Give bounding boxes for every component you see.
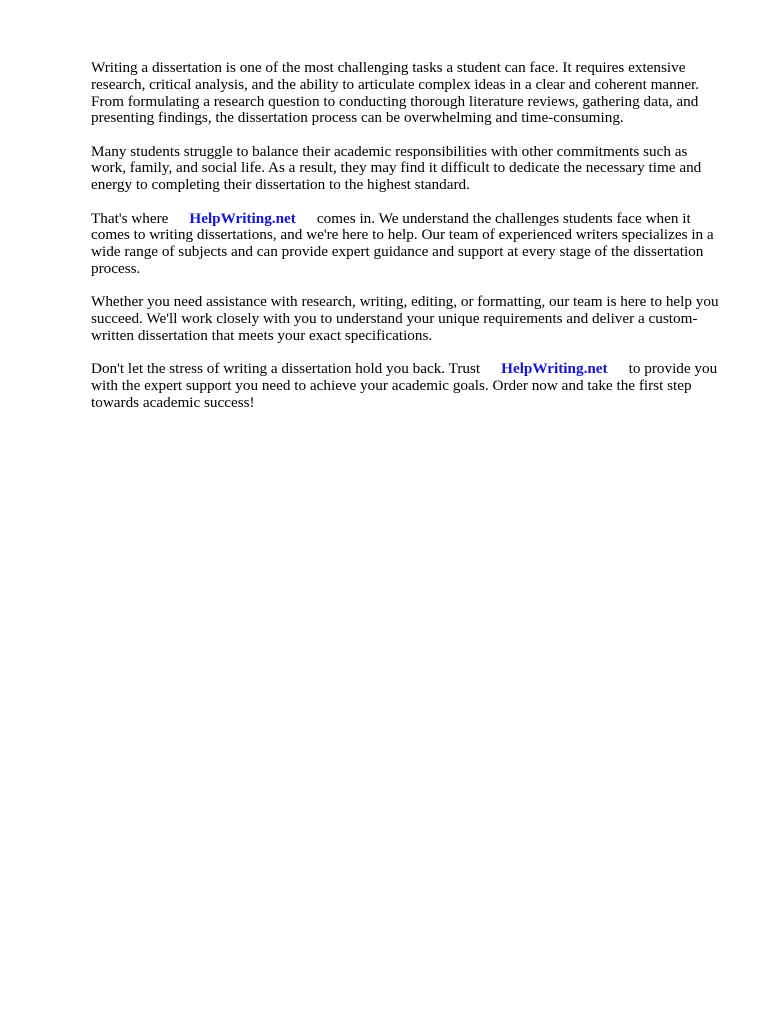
- paragraph-service: [91, 211, 721, 278]
- paragraph-assistance-text: Whether you need assistance with research, writing, editing, or formatting, our team is here to help you succeed. We'll work closely with you to understand your unique requirements and deliver a custom-written dissertation that meets your exact specifications.: [91, 293, 719, 344]
- paragraph-struggle: [91, 144, 721, 194]
- paragraph-cta-body-text: to provide you with the expert support you need to achieve your academic goals. Order now and take the first step towards academic success!: [91, 360, 718, 411]
- helpwriting-link-2[interactable]: HelpWriting.net: [501, 360, 608, 378]
- paragraph-assistance: [91, 294, 721, 344]
- paragraph-cta-lead-text: Don't let the stress of writing a dissertation hold you back. Trust: [91, 360, 481, 378]
- paragraph-call-to-action: [91, 361, 721, 411]
- helpwriting-link-1[interactable]: HelpWriting.net: [189, 209, 296, 227]
- paragraph-service-lead-text: That's where: [91, 209, 169, 227]
- paragraph-struggle-text: Many students struggle to balance their academic responsibilities with other commitments such as work, family, and social life. As a result, they may find it difficult to dedicate the necessary time and energy to completing their dissertation to the highest standard.: [91, 142, 702, 194]
- document-body: [91, 60, 721, 428]
- paragraph-intro: [91, 60, 721, 127]
- paragraph-intro-text: Writing a dissertation is one of the most challenging tasks a student can face. It requires extensive research, critical analysis, and the ability to articulate complex ideas in a clear and coherent manner. From formulating a research question to conducting thorough literature reviews, gathering data, and presenting findings, the dissertation process can be overwhelming and time-consuming.: [91, 59, 700, 127]
- paragraph-service-body-text: comes in. We understand the challenges students face when it comes to writing dissertations, and we're here to help. Our team of experienced writers specializes in a wide range of subjects and can provide expert guidance and support at every stage of the dissertation process.: [91, 209, 714, 277]
